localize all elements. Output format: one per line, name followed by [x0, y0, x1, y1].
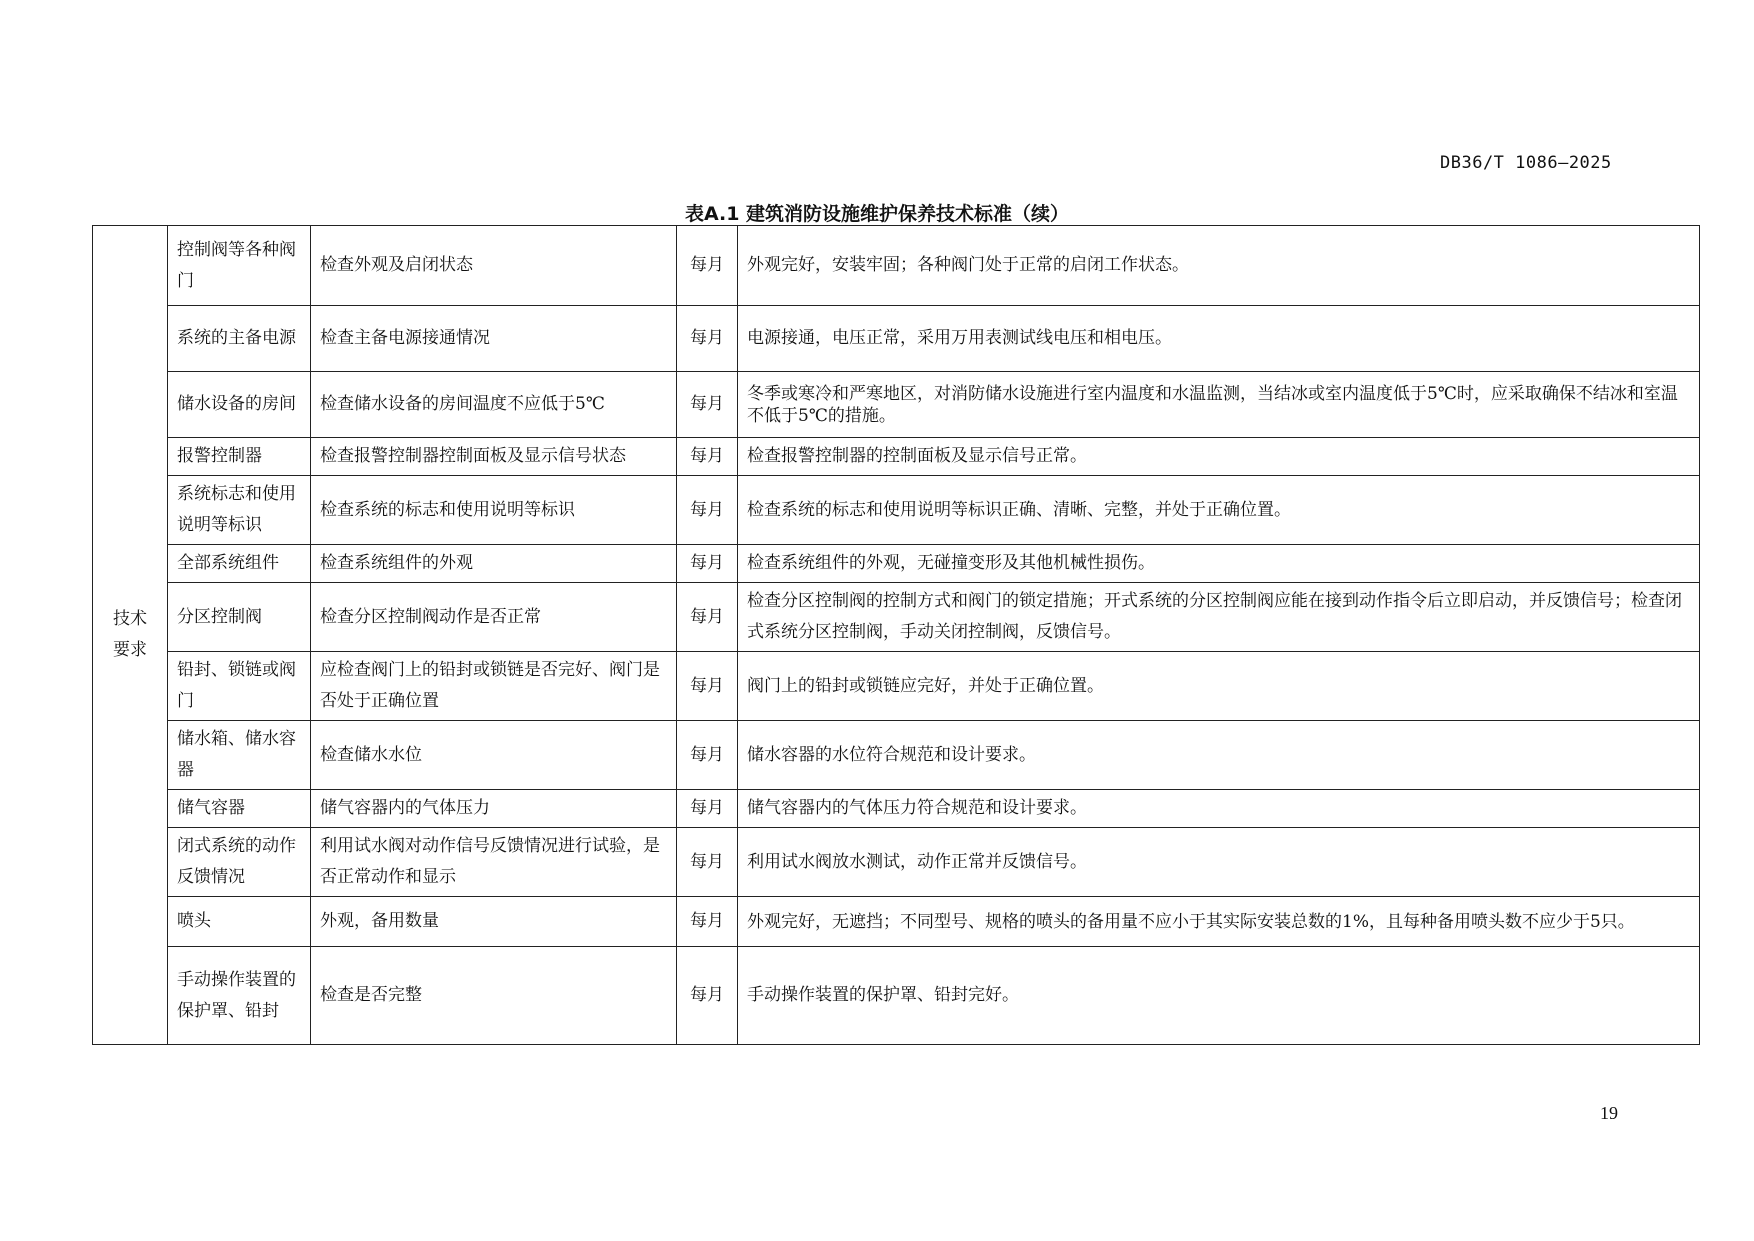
requirement-cell: 储气容器内的气体压力符合规范和设计要求。 — [738, 790, 1700, 828]
content-cell: 检查分区控制阀动作是否正常 — [311, 583, 677, 652]
item-cell: 分区控制阀 — [168, 583, 311, 652]
item-cell: 控制阀等各种阀门 — [168, 226, 311, 306]
frequency-cell: 每月 — [677, 306, 738, 372]
frequency-cell: 每月 — [677, 476, 738, 545]
frequency-cell: 每月 — [677, 947, 738, 1045]
table-row — [93, 721, 1700, 790]
content-cell: 检查主备电源接通情况 — [311, 306, 677, 372]
content-cell: 检查系统组件的外观 — [311, 545, 677, 583]
requirement-cell: 储水容器的水位符合规范和设计要求。 — [738, 721, 1700, 790]
item-cell: 铅封、锁链或阀门 — [168, 652, 311, 721]
table-row — [93, 476, 1700, 545]
frequency-cell: 每月 — [677, 790, 738, 828]
table-row — [93, 438, 1700, 476]
document-code: DB36/T 1086—2025 — [1440, 153, 1612, 173]
table-row — [93, 897, 1700, 947]
table-row — [93, 545, 1700, 583]
table-row — [93, 226, 1700, 306]
table-row — [93, 372, 1700, 438]
table-row — [93, 828, 1700, 897]
content-cell: 检查外观及启闭状态 — [311, 226, 677, 306]
content-cell: 检查是否完整 — [311, 947, 677, 1045]
requirement-cell: 冬季或寒冷和严寒地区，对消防储水设施进行室内温度和水温监测，当结冰或室内温度低于5℃时，应采取确保不结冰和室温不低于5℃的措施。 — [738, 372, 1700, 438]
item-cell: 报警控制器 — [168, 438, 311, 476]
table-row — [93, 790, 1700, 828]
frequency-cell: 每月 — [677, 828, 738, 897]
requirement-cell: 电源接通，电压正常，采用万用表测试线电压和相电压。 — [738, 306, 1700, 372]
item-cell: 闭式系统的动作反馈情况 — [168, 828, 311, 897]
requirement-cell: 阀门上的铅封或锁链应完好，并处于正确位置。 — [738, 652, 1700, 721]
category-cell — [93, 226, 168, 1045]
requirement-cell: 外观完好，安装牢固；各种阀门处于正常的启闭工作状态。 — [738, 226, 1700, 306]
frequency-cell: 每月 — [677, 545, 738, 583]
frequency-cell: 每月 — [677, 721, 738, 790]
frequency-cell: 每月 — [677, 226, 738, 306]
requirement-cell: 检查系统的标志和使用说明等标识正确、清晰、完整，并处于正确位置。 — [738, 476, 1700, 545]
item-cell: 储水箱、储水容器 — [168, 721, 311, 790]
content-cell: 检查报警控制器控制面板及显示信号状态 — [311, 438, 677, 476]
content-cell: 检查储水水位 — [311, 721, 677, 790]
requirement-cell: 检查系统组件的外观，无碰撞变形及其他机械性损伤。 — [738, 545, 1700, 583]
table-title: 表A.1 建筑消防设施维护保养技术标准（续） — [684, 203, 1070, 225]
requirement-cell: 检查分区控制阀的控制方式和阀门的锁定措施；开式系统的分区控制阀应能在接到动作指令后立即启动，并反馈信号；检查闭式系统分区控制阀，手动关闭控制阀，反馈信号。 — [738, 583, 1700, 652]
table-row — [93, 947, 1700, 1045]
table-row — [93, 583, 1700, 652]
content-cell: 外观，备用数量 — [311, 897, 677, 947]
content-cell: 利用试水阀对动作信号反馈情况进行试验，是否正常动作和显示 — [311, 828, 677, 897]
content-cell: 检查储水设备的房间温度不应低于5℃ — [311, 372, 677, 438]
requirement-cell: 手动操作装置的保护罩、铅封完好。 — [738, 947, 1700, 1045]
item-cell: 手动操作装置的保护罩、铅封 — [168, 947, 311, 1045]
maintenance-standard-table — [92, 225, 1700, 1045]
frequency-cell: 每月 — [677, 438, 738, 476]
frequency-cell: 每月 — [677, 652, 738, 721]
content-cell: 应检查阀门上的铅封或锁链是否完好、阀门是否处于正确位置 — [311, 652, 677, 721]
content-cell: 检查系统的标志和使用说明等标识 — [311, 476, 677, 545]
item-cell: 系统标志和使用说明等标识 — [168, 476, 311, 545]
frequency-cell: 每月 — [677, 897, 738, 947]
content-cell: 储气容器内的气体压力 — [311, 790, 677, 828]
requirement-cell: 外观完好，无遮挡；不同型号、规格的喷头的备用量不应小于其实际安装总数的1%，且每种备用喷头数不应少于5只。 — [738, 897, 1700, 947]
item-cell: 喷头 — [168, 897, 311, 947]
item-cell: 储水设备的房间 — [168, 372, 311, 438]
frequency-cell: 每月 — [677, 372, 738, 438]
table-row — [93, 652, 1700, 721]
item-cell: 储气容器 — [168, 790, 311, 828]
table-row — [93, 306, 1700, 372]
item-cell: 全部系统组件 — [168, 545, 311, 583]
item-cell: 系统的主备电源 — [168, 306, 311, 372]
frequency-cell: 每月 — [677, 583, 738, 652]
requirement-cell: 检查报警控制器的控制面板及显示信号正常。 — [738, 438, 1700, 476]
category-label: 技术 要求 — [113, 609, 147, 660]
requirement-cell: 利用试水阀放水测试，动作正常并反馈信号。 — [738, 828, 1700, 897]
page-number: 19 — [1600, 1103, 1618, 1123]
